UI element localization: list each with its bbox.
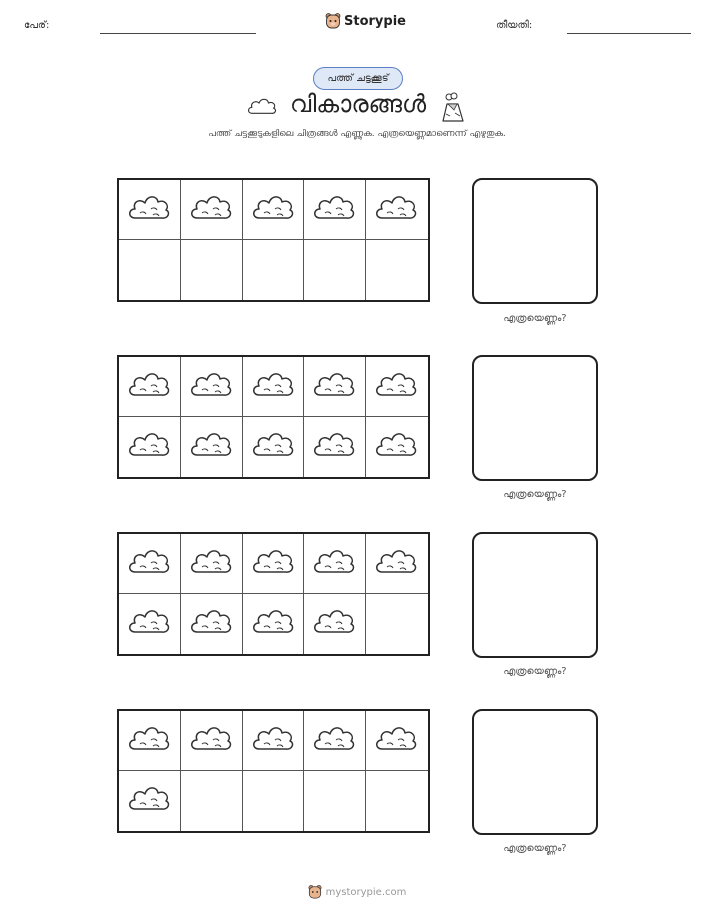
frame-cell — [243, 771, 305, 831]
frame-cell — [366, 240, 428, 300]
frame-cell — [119, 594, 181, 654]
cloud-icon — [374, 191, 418, 223]
frame-cell — [181, 594, 243, 654]
frame-cell — [366, 771, 428, 831]
cloud-icon — [189, 605, 233, 637]
date-line[interactable] — [567, 33, 691, 34]
frame-cell — [181, 357, 243, 417]
frame-cell — [243, 240, 305, 300]
answer-box-2[interactable] — [472, 355, 598, 481]
name-label: പേര്: — [24, 20, 50, 31]
ten-frame-1 — [117, 178, 430, 302]
frame-cell — [181, 180, 243, 240]
cloud-icon — [374, 428, 418, 460]
page-title: വികാരങ്ങൾ — [290, 90, 427, 118]
cloud-icon — [189, 722, 233, 754]
frame-cell — [304, 594, 366, 654]
cloud-icon — [374, 368, 418, 400]
frame-cell — [119, 534, 181, 594]
frame-cell — [366, 357, 428, 417]
frame-cell — [366, 711, 428, 771]
frame-cell — [119, 180, 181, 240]
cloud-icon — [127, 605, 171, 637]
cloud-icon — [127, 191, 171, 223]
topic-badge: പത്ത് ചട്ടക്കൂട് — [313, 67, 403, 90]
frame-cell — [119, 357, 181, 417]
frame-cell — [181, 771, 243, 831]
cloud-icon — [374, 722, 418, 754]
frame-cell — [181, 240, 243, 300]
cloud-icon — [127, 545, 171, 577]
frame-cell — [304, 771, 366, 831]
frame-cell — [243, 417, 305, 477]
answer-box-3[interactable] — [472, 532, 598, 658]
frame-cell — [304, 240, 366, 300]
frame-cell — [243, 357, 305, 417]
cloud-icon — [251, 368, 295, 400]
cloud-icon — [251, 191, 295, 223]
frame-cell — [304, 534, 366, 594]
cloud-icon — [312, 368, 356, 400]
frame-cell — [181, 417, 243, 477]
frame-cell — [304, 180, 366, 240]
question-label-4: എത്രയെണ്ണം? — [503, 843, 567, 854]
footer — [0, 884, 714, 900]
volcano-icon — [436, 92, 468, 124]
date-label: തീയതി: — [496, 20, 533, 31]
cloud-icon — [127, 368, 171, 400]
cloud-icon — [312, 191, 356, 223]
brand-logo — [325, 12, 406, 30]
cloud-icon — [189, 191, 233, 223]
footer-url[interactable]: mystorypie.com — [325, 886, 407, 898]
ten-frame-3 — [117, 532, 430, 656]
instruction-text: പത്ത് ചട്ടക്കൂടുകളിലെ ചിത്രങ്ങൾ എണ്ണുക. എത്രയെണ്ണമാണെന്ന് എഴുതുക. — [208, 129, 506, 139]
frame-cell — [181, 534, 243, 594]
cloud-icon — [127, 722, 171, 754]
cloud-icon — [189, 428, 233, 460]
ten-frame-2 — [117, 355, 430, 479]
cloud-icon — [251, 545, 295, 577]
frame-cell — [243, 180, 305, 240]
frame-cell — [119, 240, 181, 300]
brand-name: Storypie — [344, 13, 406, 29]
cloud-icon — [246, 94, 278, 118]
frame-cell — [119, 771, 181, 831]
frame-cell — [304, 357, 366, 417]
frame-cell — [119, 417, 181, 477]
answer-box-1[interactable] — [472, 178, 598, 304]
question-label-3: എത്രയെണ്ണം? — [503, 666, 567, 677]
cloud-icon — [189, 545, 233, 577]
cloud-icon — [251, 428, 295, 460]
frame-cell — [366, 417, 428, 477]
frame-cell — [304, 711, 366, 771]
frame-cell — [366, 534, 428, 594]
question-label-1: എത്രയെണ്ണം? — [503, 313, 567, 324]
name-line[interactable] — [100, 33, 256, 34]
cloud-icon — [127, 428, 171, 460]
ten-frame-4 — [117, 709, 430, 833]
cloud-icon — [127, 782, 171, 814]
storypie-logo-icon — [308, 884, 322, 900]
frame-cell — [366, 180, 428, 240]
cloud-icon — [312, 428, 356, 460]
cloud-icon — [312, 545, 356, 577]
cloud-icon — [374, 545, 418, 577]
frame-cell — [119, 711, 181, 771]
cloud-icon — [189, 368, 233, 400]
cloud-icon — [312, 722, 356, 754]
frame-cell — [366, 594, 428, 654]
answer-box-4[interactable] — [472, 709, 598, 835]
cloud-icon — [251, 605, 295, 637]
cloud-icon — [312, 605, 356, 637]
frame-cell — [181, 711, 243, 771]
question-label-2: എത്രയെണ്ണം? — [503, 489, 567, 500]
frame-cell — [243, 534, 305, 594]
frame-cell — [243, 594, 305, 654]
frame-cell — [304, 417, 366, 477]
frame-cell — [243, 711, 305, 771]
title-row — [0, 90, 714, 124]
storypie-logo-icon — [325, 12, 341, 30]
cloud-icon — [251, 722, 295, 754]
